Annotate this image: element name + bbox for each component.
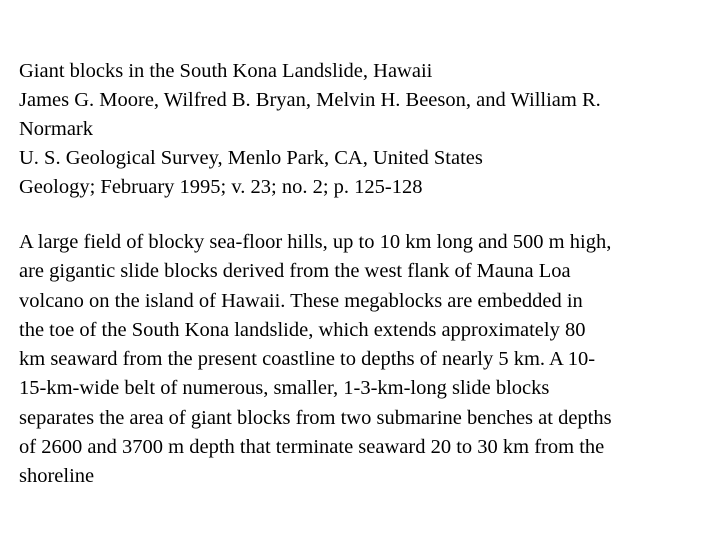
abstract-line: the toe of the South Kona landslide, which extends approximately 80 [19,318,586,341]
article-title: Giant blocks in the South Kona Landslide, Hawaii [19,60,433,82]
abstract-line: shoreline [19,465,95,488]
abstract-block [19,228,709,492]
authors-line-1: James G. Moore, Wilfred B. Bryan, Melvin H. Beeson, and William R. [19,89,601,111]
citation-block [19,57,709,202]
abstract-line: of 2600 and 3700 m depth that terminate seaward 20 to 30 km from the [19,436,605,459]
abstract-line: 15-km-wide belt of numerous, smaller, 1-3-km-long slide blocks [19,377,550,400]
abstract-line: A large field of blocky sea-floor hills, up to 10 km long and 500 m high, [19,231,612,253]
abstract-line: separates the area of giant blocks from two submarine benches at depths [19,406,612,429]
affiliation: U. S. Geological Survey, Menlo Park, CA, United States [19,147,483,169]
authors-line-2: Normark [19,118,94,140]
journal-source: Geology; February 1995; v. 23; no. 2; p. 125-128 [19,176,423,198]
abstract-line: are gigantic slide blocks derived from the west flank of Mauna Loa [19,260,571,283]
abstract-line: volcano on the island of Hawaii. These megablocks are embedded in [19,289,583,312]
abstract-line: km seaward from the present coastline to depths of nearly 5 km. A 10- [19,348,596,371]
